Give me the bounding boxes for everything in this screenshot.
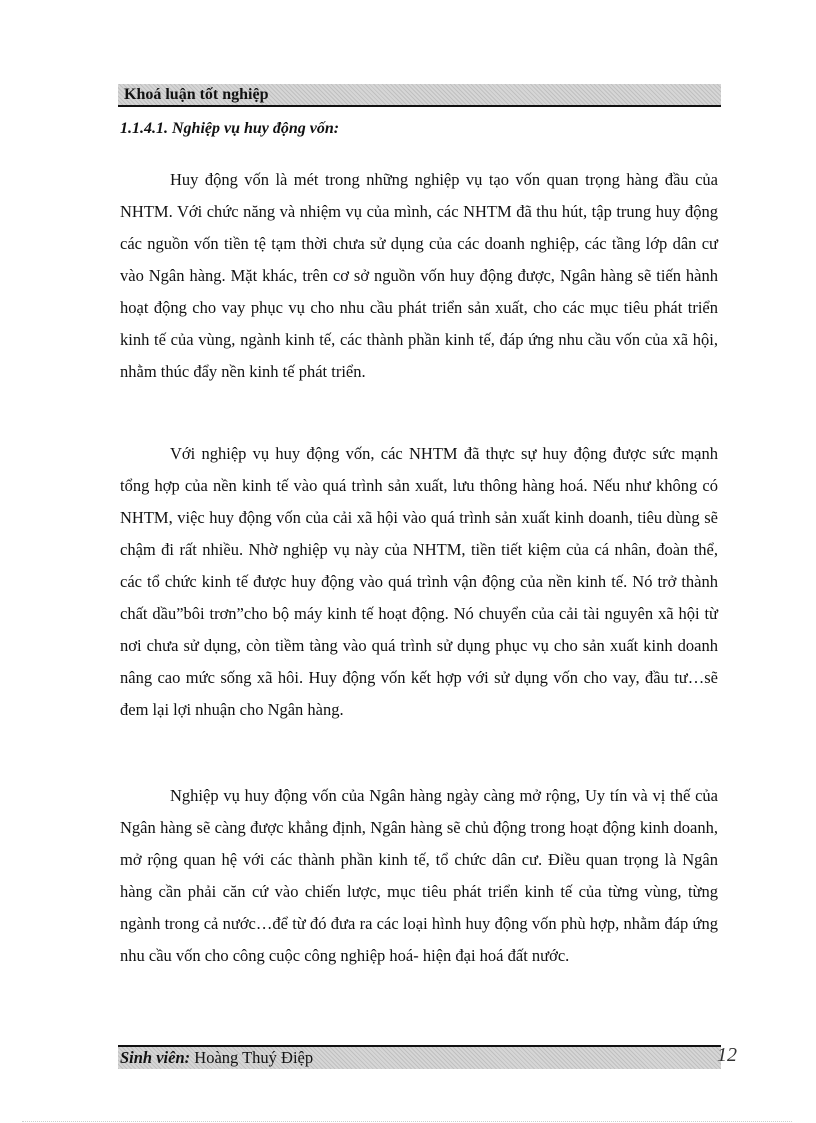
page-footer [118, 1045, 721, 1069]
paragraph-3: Nghiệp vụ huy động vốn của Ngân hàng ngày càng mở rộng, Uy tín và vị thế của Ngân hàng sẽ càng được khẳng định, Ngân hàng sẽ chủ động trong hoạt động kinh doanh, mở rộng quan hệ với các thành phần kinh tế, tổ chức dân cư. Điều quan trọng là Ngân hàng cần phải căn cứ vào chiến lược, mục tiêu phát triển kinh tế của từng vùng, từng ngành trong cả nước…để từ đó đưa ra các loại hình huy động vốn phù hợp, nhằm đáp ứng nhu cầu vốn cho công cuộc công nghiệp hoá- hiện đại hoá đất nước. [120, 786, 718, 965]
footer-name: Hoàng Thuý Điệp [190, 1048, 314, 1067]
page-number: 12 [717, 1044, 737, 1066]
footer-author [120, 1048, 313, 1068]
paragraph-2: Với nghiệp vụ huy động vốn, các NHTM đã thực sự huy động được sức mạnh tổng hợp của nền kinh tế vào quá trình sản xuất, lưu thông hàng hoá. Nếu như không có NHTM, việc huy động vốn của cải xã hội vào quá trình sản xuất kinh doanh, tiêu dùng sẽ chậm đi rất nhiều. Nhờ nghiệp vụ này của NHTM, tiền tiết kiệm của cá nhân, đoàn thể, các tổ chức kinh tế được huy động vào quá trình vận động của nền kinh tế. Nó trở thành chất dầu”bôi trơn”cho bộ máy kinh tế hoạt động. Nó chuyển của cải tài nguyên xã hội từ nơi chưa sử dụng, còn tiềm tàng vào quá trình sử dụng phục vụ cho sản xuất kinh doanh nâng cao mức sống xã hôi. Huy động vốn kết hợp với sử dụng vốn cho vay, đầu tư…sẽ đem lại lợi nhuận cho Ngân hàng. [120, 444, 718, 719]
footer-label: Sinh viên: [120, 1048, 191, 1067]
section-heading: 1.1.4.1. Nghiệp vụ huy động vốn: [120, 120, 340, 137]
page-header [118, 84, 721, 107]
header-title: Khoá luận tốt nghiệp [124, 86, 269, 103]
paragraph-1: Huy động vốn là mét trong những nghiệp vụ tạo vốn quan trọng hàng đầu của NHTM. Với chức năng và nhiệm vụ của mình, các NHTM đã thu hút, tập trung huy động các nguồn vốn tiền tệ tạm thời chưa sử dụng của các doanh nghiệp, các tầng lớp dân cư vào Ngân hàng. Mặt khác, trên cơ sở nguồn vốn huy động được, Ngân hàng sẽ tiến hành hoạt động cho vay phục vụ cho nhu cầu phát triển sản xuất, cho các mục tiêu phát triển kinh tế của vùng, ngành kinh tế, các thành phần kinh tế, đáp ứng nhu cầu vốn của xã hội, nhằm thúc đẩy nền kinh tế phát triển. [120, 170, 718, 381]
bottom-divider [22, 1121, 792, 1122]
